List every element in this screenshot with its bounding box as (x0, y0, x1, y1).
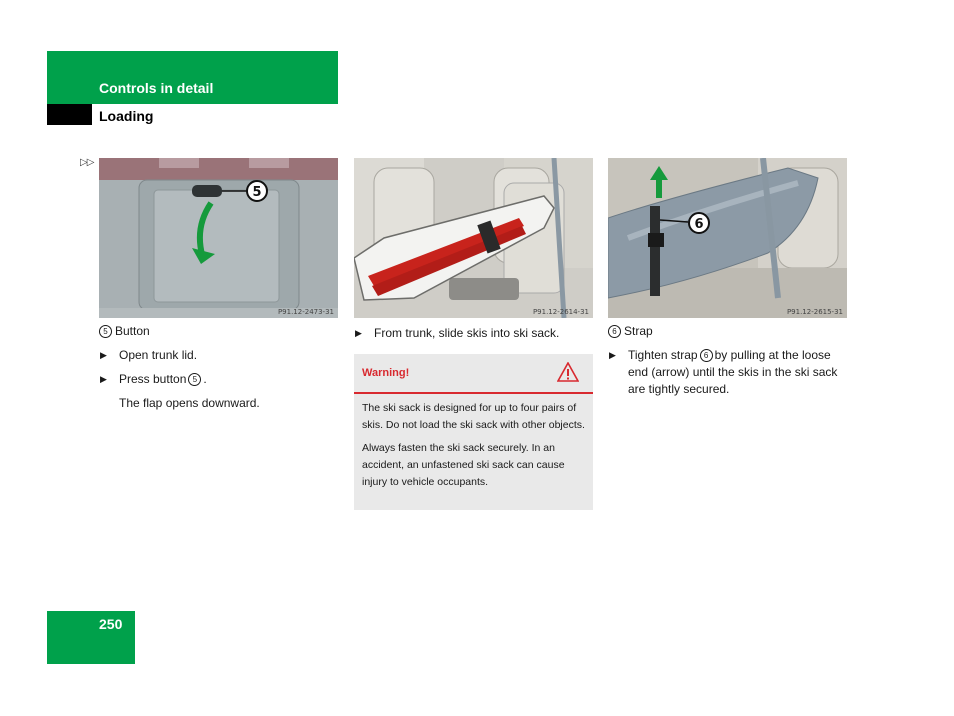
warning-header (354, 354, 593, 394)
instruction-step (99, 371, 338, 388)
bullet-triangle-icon: ▶ (100, 374, 107, 384)
bullet-triangle-icon: ▶ (355, 328, 362, 338)
warning-title: Warning! (362, 367, 410, 379)
subsection-marker (47, 104, 92, 125)
column-1-text (99, 323, 338, 412)
column-3-text (608, 323, 848, 405)
instruction-step (99, 347, 338, 364)
section-title: Controls in detail (99, 80, 214, 96)
section-header-bar (47, 51, 338, 104)
legend-strap (608, 323, 848, 340)
figure-callout-5: 5 (252, 185, 262, 200)
step-result: The flap opens downward. (119, 396, 260, 410)
legend-label: Button (115, 324, 150, 338)
step-text-end: . (203, 372, 207, 386)
legend-button (99, 323, 338, 340)
instruction-step (354, 325, 593, 342)
bullet-triangle-icon: ▶ (100, 350, 107, 360)
step-text-cont: by pulling at the loose end (arrow) until the skis in the ski sack are tightly secured. (628, 348, 838, 396)
figure-callout-6: 6 (694, 217, 704, 232)
figure-ski-sack (354, 158, 593, 318)
figure-trunk-button (99, 158, 338, 318)
page-number: 250 (99, 616, 123, 632)
step-text: Tighten strap (628, 348, 698, 362)
warning-paragraph: The ski sack is designed for up to four pairs of skis. Do not load the ski sack with other objects. (362, 402, 585, 431)
step-text: Press button (119, 372, 187, 386)
step-text: Open trunk lid. (119, 348, 198, 362)
figure-code: P91.12-2473-31 (277, 308, 334, 316)
instruction-step (608, 347, 848, 398)
figure-strap (608, 158, 847, 318)
warning-box (354, 354, 593, 510)
figure-code: P91.12-2614-31 (532, 308, 589, 316)
warning-paragraph: Always fasten the ski sack securely. In an accident, an unfastened ski sack can cause injury to vehicle occupants. (362, 442, 565, 488)
bullet-triangle-icon: ▶ (609, 350, 616, 360)
callout-number: 6 (608, 325, 621, 338)
warning-triangle-icon (557, 362, 579, 387)
step-text: From trunk, slide skis into ski sack. (374, 326, 560, 340)
legend-label: Strap (624, 324, 653, 338)
subsection-title: Loading (99, 108, 154, 124)
callout-number: 5 (188, 373, 201, 386)
callout-number: 5 (99, 325, 112, 338)
warning-body (354, 394, 593, 491)
column-2-text (354, 325, 593, 349)
continuation-marker-icon: ▷▷ (80, 157, 94, 168)
figure-code: P91.12-2615-31 (786, 308, 843, 316)
callout-number: 6 (700, 349, 713, 362)
